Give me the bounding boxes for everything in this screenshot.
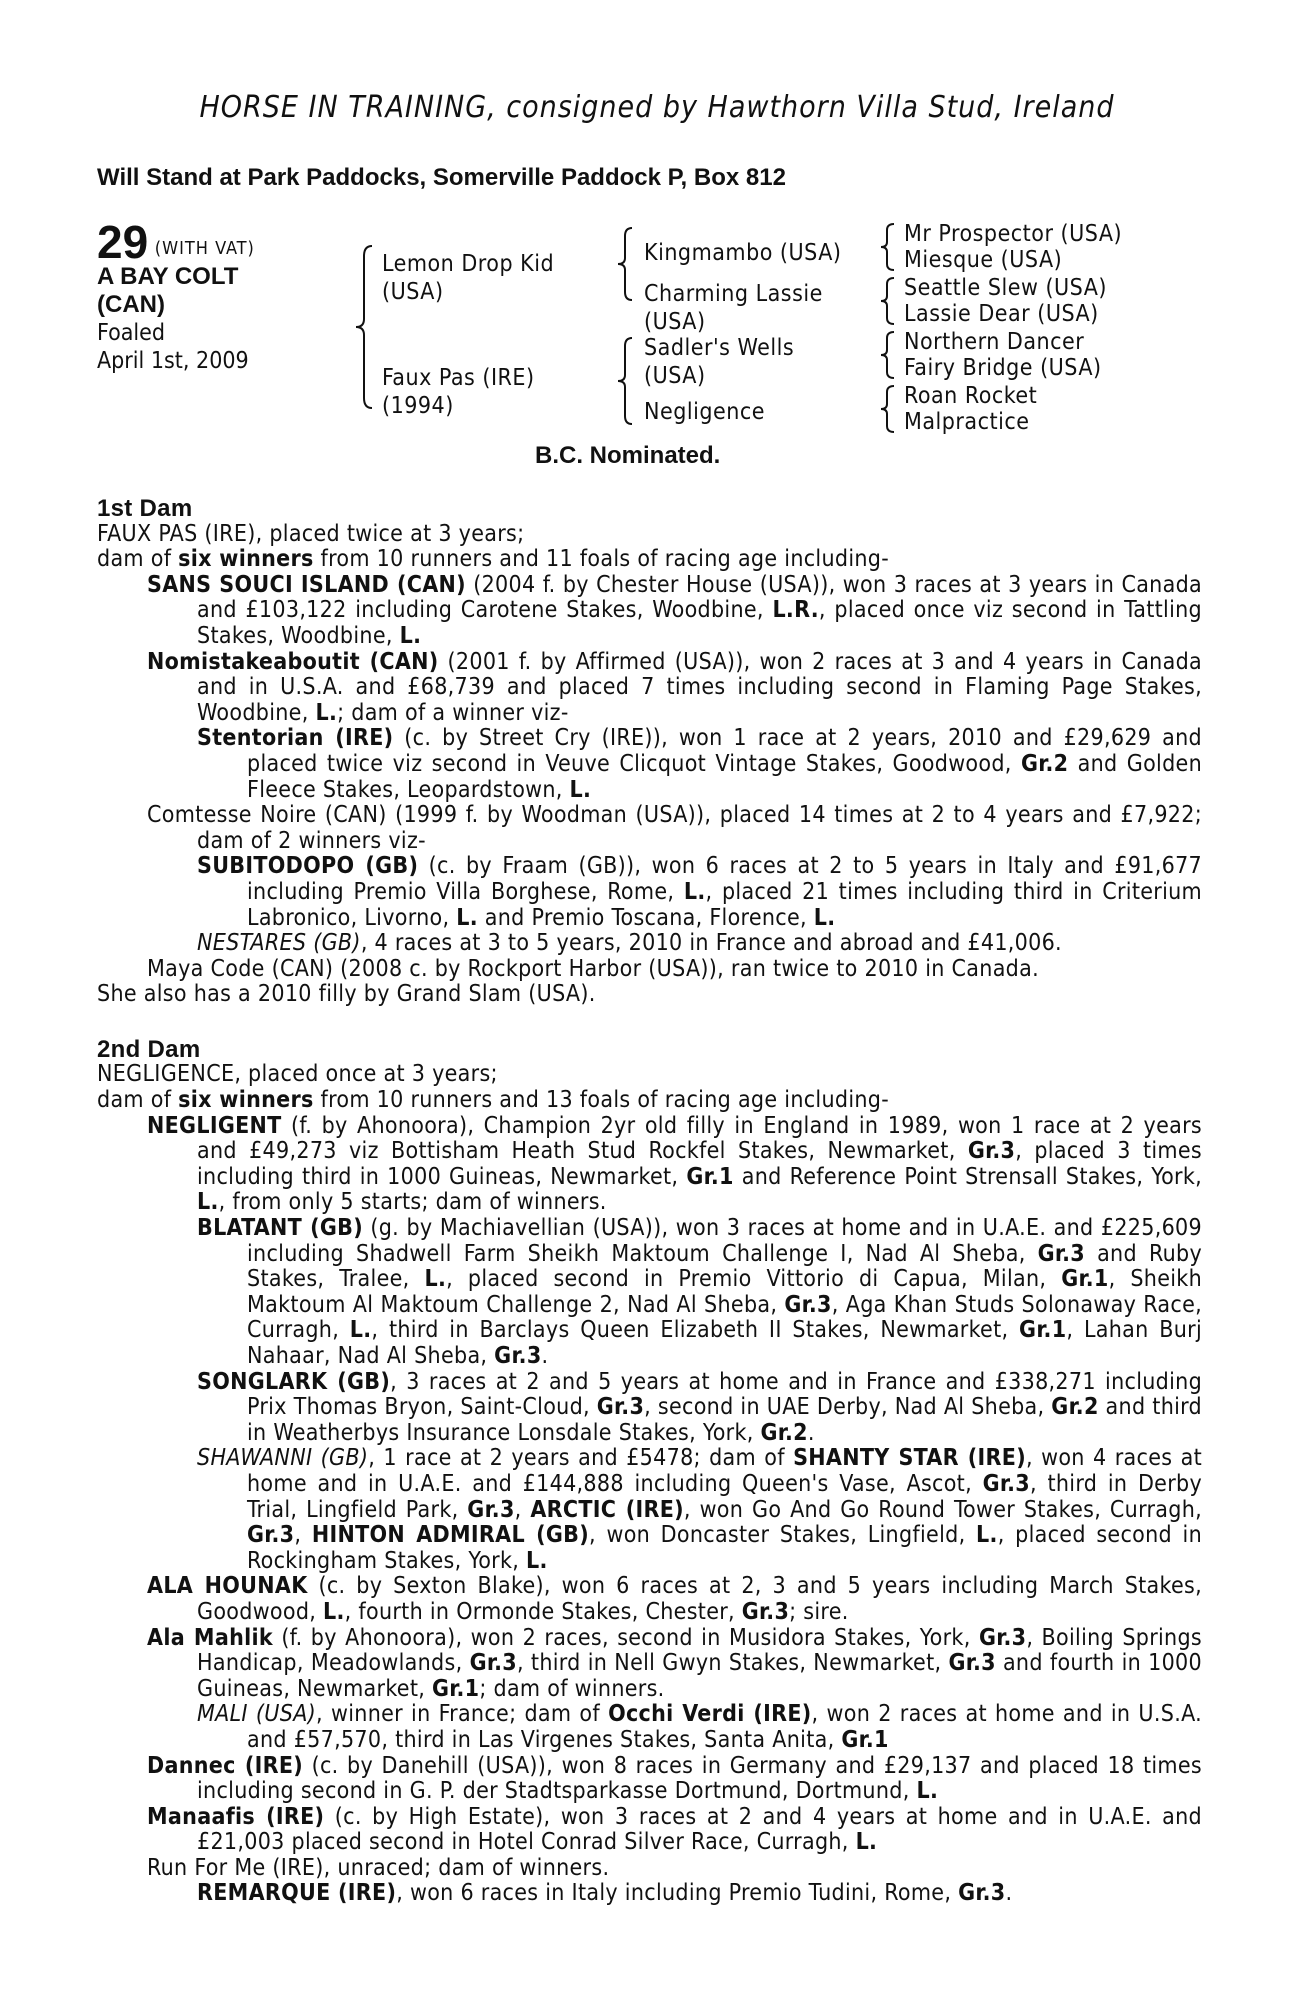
ggp-2a: Seattle Slew (USA): [904, 275, 1107, 301]
sire-dam-name: Charming Lassie: [644, 281, 823, 307]
pedigree-brace-ggp4: [878, 384, 896, 434]
progeny-nestares: NESTARES (GB), 4 races at 3 to 5 years, 2010 in France and abroad and £41,006.: [197, 930, 1062, 957]
pedigree-sire-dam: [644, 280, 823, 336]
dam-year: (1994): [382, 393, 454, 419]
second-dam-title: 2nd Dam: [97, 1035, 201, 1063]
sire-dam-country: (USA): [644, 309, 706, 335]
ggp-1b: Miesque (USA): [904, 247, 1063, 273]
progeny-shawanni: SHAWANNI (GB), 1 race at 2 years and £5478; dam of SHANTY STAR (IRE), won 4 races at home and in U.A.E. and £144,888 including Queen's Vase, Ascot, Gr.3, third in Derby Trial, Lingfield Park, Gr.3, ARCTIC (IRE), won Go And Go Round Tower Stakes, Curragh, Gr.3, HINTON ADMIRAL (GB), won Doncaster Stakes, Lingfield, L., placed second in Rockingham Stakes, York, L.: [197, 1445, 1203, 1574]
progeny-manaafis: Manaafis (IRE) (c. by High Estate), won 3 races at 2 and 4 years at home and in U.A.E. and £21,003 placed second in Hotel Conrad Silver Race, Curragh, L.: [147, 1803, 1202, 1856]
pedigree-notes: [97, 496, 1202, 1907]
stand-location: Will Stand at Park Paddocks, Somerville Paddock P, Box 812: [97, 164, 786, 191]
pedigree-brace-ggp2: [878, 276, 896, 326]
progeny-sans-souci: SANS SOUCI ISLAND (CAN) (2004 f. by Chester House (USA)), won 3 races at 3 years in Canada and £103,122 including Carotene Stakes, Woodbine, L.R., placed once viz second in Tattling Stakes, Woodbine, L.: [147, 571, 1202, 649]
progeny-remarque: REMARQUE (IRE), won 6 races in Italy including Premio Tudini, Rome, Gr.3.: [197, 1880, 1013, 1907]
progeny-ala-hounak: ALA HOUNAK (c. by Sexton Blake), won 6 races at 2, 3 and 5 years including March Stakes, Goodwood, L., fourth in Ormonde Stakes, Chester, Gr.3; sire.: [147, 1573, 1202, 1625]
sire-name: Lemon Drop Kid: [382, 251, 555, 277]
ggp-3b: Fairy Bridge (USA): [904, 355, 1102, 381]
lot-country: (CAN): [97, 291, 165, 318]
ggp-2b: Lassie Dear (USA): [904, 301, 1099, 327]
first-dam-title: 1st Dam: [97, 495, 193, 522]
lot-number: 29: [97, 216, 149, 268]
ggp-4b: Malpractice: [904, 409, 1030, 435]
progeny-negligent: NEGLIGENT (f. by Ahonoora), Champion 2yr old filly in England in 1989, won 1 race at 2 years and £49,273 viz Bottisham Heath Stud Rockfel Stakes, Newmarket, Gr.3, placed 3 times including third in 1000 Guineas, Newmarket, Gr.1 and Reference Point Strensall Stakes, York, L., from only 5 starts; dam of winners.: [147, 1112, 1202, 1216]
progeny-comtesse-noire: Comtesse Noire (CAN) (1999 f. by Woodman (USA)), placed 14 times at 2 to 4 years and £7,922; dam of 2 winners viz-: [147, 802, 1202, 854]
pedigree-dam-sire: [644, 334, 794, 390]
progeny-nomistakeaboutit: Nomistakeaboutit (CAN) (2001 f. by Affirmed (USA)), won 2 races at 3 and 4 years in Canada and in U.S.A. and £68,739 and placed 7 times including second in Flaming Page Stakes, Woodbine, L.; dam of a winner viz-: [147, 648, 1202, 726]
ggp-3a: Northern Dancer: [904, 329, 1085, 355]
pedigree-brace-ggp3: [878, 330, 896, 380]
progeny-ala-mahlik: Ala Mahlik (f. by Ahonoora), won 2 races, second in Musidora Stakes, York, Gr.3, Boiling Springs Handicap, Meadowlands, Gr.3, third in Nell Gwyn Stakes, Newmarket, Gr.3 and fourth in 1000 Guineas, Newmarket, Gr.1; dam of winners.: [147, 1624, 1202, 1702]
pedigree-sire: [382, 250, 554, 306]
foaled-label: Foaled: [97, 320, 166, 346]
lot-description: A BAY COLT: [97, 263, 239, 290]
progeny-stentorian: Stentorian (IRE) (c. by Street Cry (IRE)), won 1 race at 2 years, 2010 and £29,629 and placed twice viz second in Veuve Clicquot Vintage Stakes, Goodwood, Gr.2 and Golden Fleece Stakes, Leopardstown, L.: [197, 725, 1202, 803]
pedigree-brace-sire: [614, 226, 634, 302]
pedigree-brace-main: [352, 244, 374, 410]
second-dam-line2: dam of six winners from 10 runners and 13 foals of racing age including-: [97, 1087, 890, 1114]
lot-info: [97, 216, 337, 375]
progeny-blatant: BLATANT (GB) (g. by Machiavellian (USA)), won 3 races at home and in U.A.E. and £225,609 including Shadwell Farm Sheikh Maktoum Challenge I, Nad Al Sheba, Gr.3 and Ruby Stakes, Tralee, L., placed second in Premio Vittorio di Capua, Milan, Gr.1, Sheikh Maktoum Al Maktoum Challenge 2, Nad Al Sheba, Gr.3, Aga Khan Studs Solonaway Race, Curragh, L., third in Barclays Queen Elizabeth II Stakes, Newmarket, Gr.1, Lahan Burj Nahaar, Nad Al Sheba, Gr.3.: [197, 1215, 1202, 1369]
second-dam-line1: NEGLIGENCE, placed once at 3 years;: [97, 1061, 498, 1088]
progeny-subitodopo: SUBITODOPO (GB) (c. by Fraam (GB)), won 6 races at 2 to 5 years in Italy and £91,677 including Premio Villa Borghese, Rome, L., placed 21 times including third in Criterium Labronico, Livorno, L. and Premio Toscana, Florence, L.: [197, 853, 1202, 931]
progeny-maya-code: Maya Code (CAN) (2008 c. by Rockport Harbor (USA)), ran twice to 2010 in Canada.: [147, 955, 1039, 982]
progeny-run-for-me: Run For Me (IRE), unraced; dam of winners.: [147, 1854, 610, 1881]
pedigree-sire-sire: Kingmambo (USA): [644, 240, 842, 266]
vat-note: (WITH VAT): [154, 238, 255, 259]
bc-nominated: B.C. Nominated.: [535, 442, 721, 469]
pedigree-ggp-1: [904, 220, 1122, 274]
foaled-date: April 1st, 2009: [97, 348, 249, 374]
lot-number-line: [97, 216, 337, 268]
first-dam-filly-note: She also has a 2010 filly by Grand Slam (USA).: [97, 981, 596, 1008]
pedigree-dam-dam: Negligence: [644, 399, 765, 425]
pedigree-brace-ggp1: [878, 222, 896, 272]
dam-sire-name: Sadler's Wells: [644, 335, 795, 361]
pedigree-ggp-3: [904, 328, 1102, 382]
progeny-songlark: SONGLARK (GB), 3 races at 2 and 5 years at home and in France and £338,271 including Prix Thomas Bryon, Saint-Cloud, Gr.3, second in UAE Derby, Nad Al Sheba, Gr.2 and third in Weatherbys Insurance Lonsdale Stakes, York, Gr.2.: [197, 1368, 1203, 1446]
catalogue-header: HORSE IN TRAINING, consigned by Hawthorn Villa Stud, Ireland: [199, 90, 1115, 125]
progeny-dannec: Dannec (IRE) (c. by Danehill (USA)), won 8 races in Germany and £29,137 and placed 18 times including second in G. P. der Stadtsparkasse Dortmund, Dortmund, L.: [147, 1752, 1202, 1805]
pedigree-dam: [382, 364, 535, 420]
ggp-1a: Mr Prospector (USA): [904, 221, 1123, 247]
first-dam-line2: dam of six winners from 10 runners and 11 foals of racing age including-: [97, 546, 890, 573]
dam-sire-country: (USA): [644, 363, 706, 389]
progeny-mali: MALI (USA), winner in France; dam of Occhi Verdi (IRE), won 2 races at home and in U.S.A. and £57,570, third in Las Virgenes Stakes, Santa Anita, Gr.1: [197, 1701, 1202, 1753]
pedigree-ggp-2: [904, 274, 1107, 328]
dam-name: Faux Pas (IRE): [382, 365, 535, 391]
first-dam-line1: FAUX PAS (IRE), placed twice at 3 years;: [97, 520, 525, 547]
sire-country: (USA): [382, 279, 444, 305]
pedigree-ggp-4: [904, 382, 1037, 436]
pedigree-brace-dam: [614, 336, 634, 426]
ggp-4a: Roan Rocket: [904, 383, 1038, 409]
